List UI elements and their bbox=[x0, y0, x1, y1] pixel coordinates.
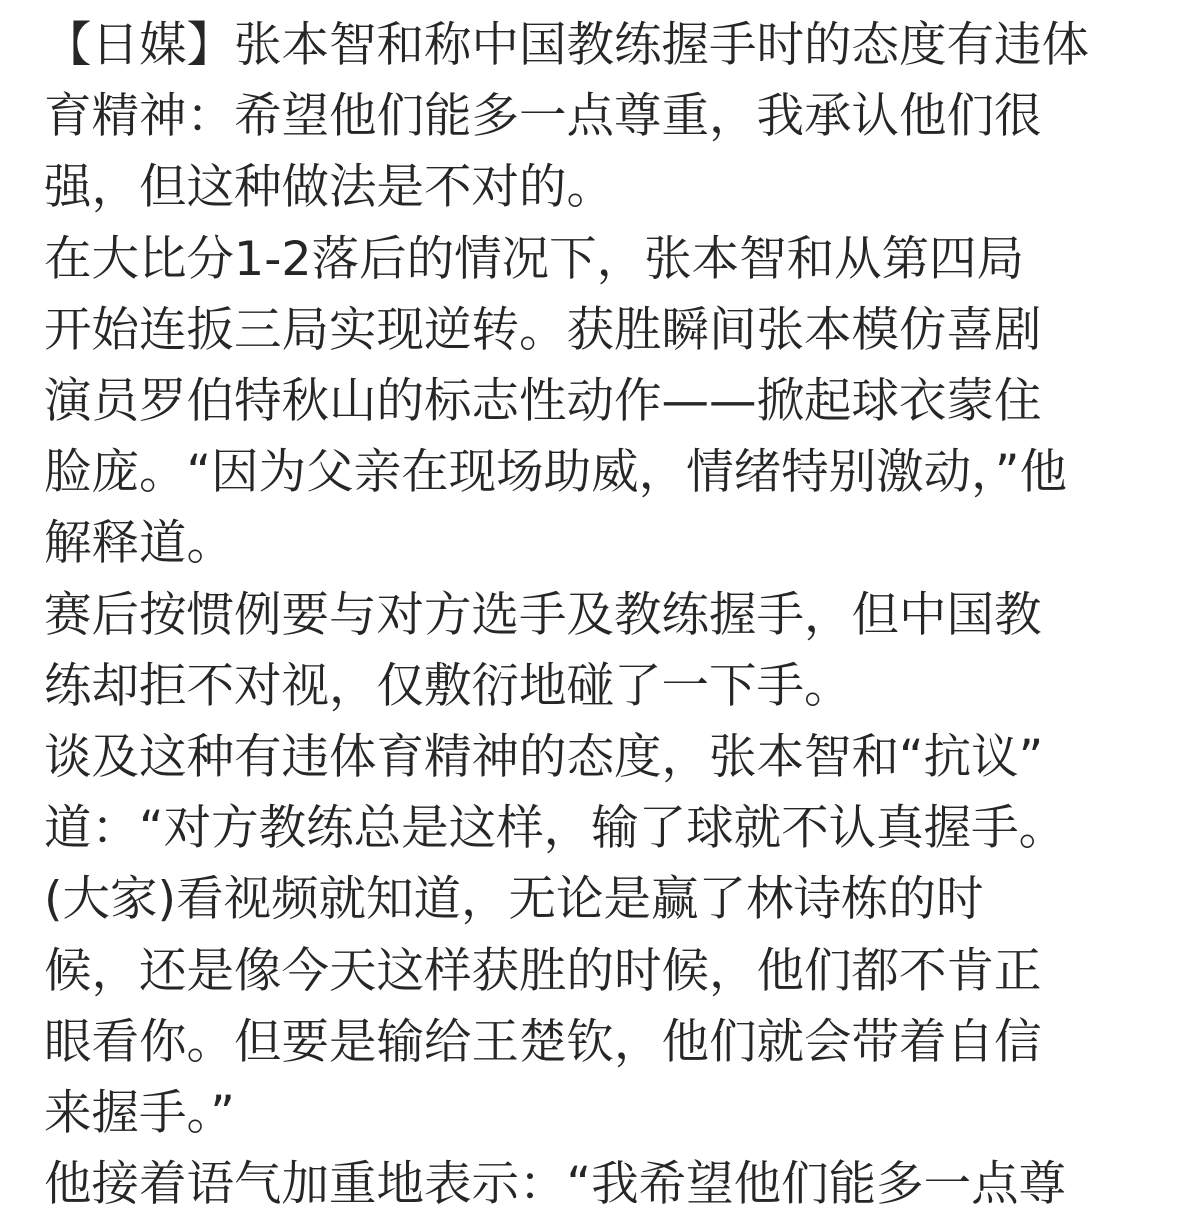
text-line: 解释道。 bbox=[44, 516, 234, 572]
text-line: 开始连扳三局实现逆转。获胜瞬间张本模仿喜剧 bbox=[44, 302, 1042, 358]
text-line: (大家)看视频就知道，无论是赢了林诗栋的时 bbox=[44, 872, 984, 928]
text-line: 育精神：希望他们能多一点尊重，我承认他们很 bbox=[44, 89, 1042, 145]
text-line: 演员罗伯特秋山的标志性动作——掀起球衣蒙住 bbox=[44, 374, 1042, 430]
text-line: 眼看你。但要是输给王楚钦，他们就会带着自信 bbox=[44, 1014, 1042, 1070]
text-line: 练却拒不对视，仅敷衍地碰了一下手。 bbox=[44, 658, 852, 714]
text-line: 道：“对方教练总是这样，输了球就不认真握手。 bbox=[44, 801, 1067, 857]
text-line: 候，还是像今天这样获胜的时候，他们都不肯正 bbox=[44, 943, 1042, 999]
text-line: 强，但这种做法是不对的。 bbox=[44, 160, 614, 216]
text-line: 【日媒】张本智和称中国教练握手时的态度有违体 bbox=[44, 18, 1089, 73]
text-line: 在大比分1-2落后的情况下，张本智和从第四局 bbox=[44, 231, 1025, 287]
text-line: 脸庞。“因为父亲在现场助威，情绪特别激动，”他 bbox=[44, 445, 1067, 501]
text-line: 来握手。” bbox=[44, 1086, 235, 1142]
text-line: 赛后按惯例要与对方选手及教练握手，但中国教 bbox=[44, 587, 1042, 643]
post-body bbox=[44, 10, 1154, 1220]
text-line: 他接着语气加重地表示：“我希望他们能多一点尊 bbox=[44, 1157, 1067, 1213]
text-line: 谈及这种有违体育精神的态度，张本智和“抗议” bbox=[44, 730, 1044, 786]
